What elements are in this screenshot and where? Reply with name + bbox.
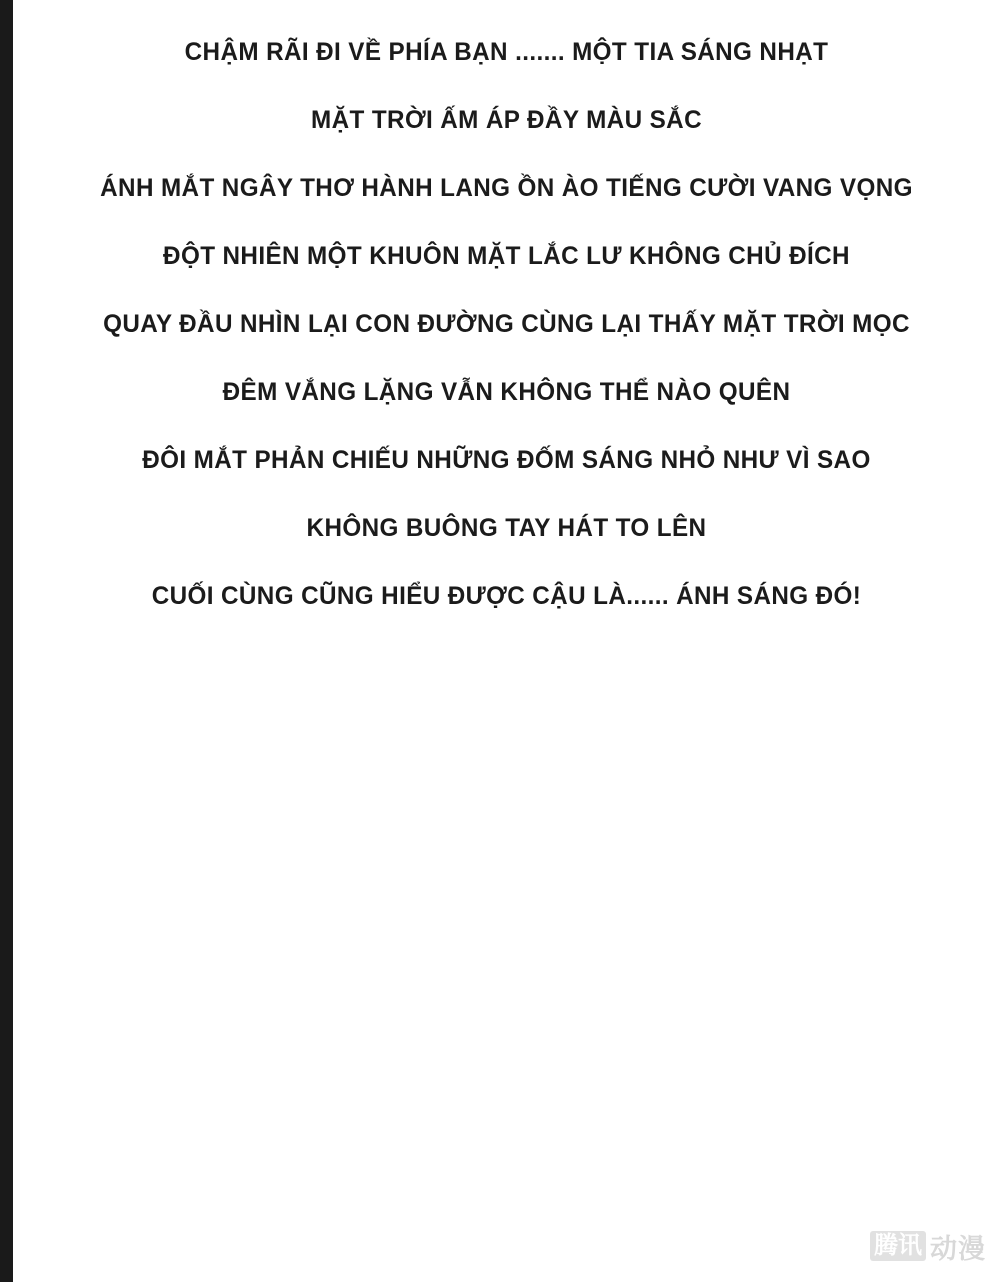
watermark — [818, 1226, 986, 1266]
lyrics-block — [13, 0, 1000, 630]
lyric-line: ĐÔI MẮT PHẢN CHIẾU NHỮNG ĐỐM SÁNG NHỎ NHƯ VÌ SAO — [142, 446, 871, 474]
lyric-line: KHÔNG BUÔNG TAY HÁT TO LÊN — [306, 514, 707, 542]
lyric-line: ĐÊM VẮNG LẶNG VẪN KHÔNG THỂ NÀO QUÊN — [222, 378, 791, 406]
lyric-line: CUỐI CÙNG CŨNG HIỂU ĐƯỢC CẬU LÀ...... ÁNH SÁNG ĐÓ! — [151, 582, 862, 610]
lyric-line: ÁNH MẮT NGÂY THƠ HÀNH LANG ỒN ÀO TIẾNG CƯỜI VANG VỌNG — [100, 174, 913, 202]
watermark-badge: 腾讯 — [870, 1231, 926, 1261]
lyric-line: QUAY ĐẦU NHÌN LẠI CON ĐƯỜNG CÙNG LẠI THẤY MẶT TRỜI MỌC — [103, 310, 910, 338]
lyric-line: MẶT TRỜI ẤM ÁP ĐẦY MÀU SẮC — [311, 106, 702, 134]
lyric-line: CHẬM RÃI ĐI VỀ PHÍA BẠN ....... MỘT TIA SÁNG NHẠT — [184, 38, 829, 66]
watermark-text: 动漫 — [930, 1233, 986, 1264]
page-edge-bar — [0, 0, 13, 1282]
lyric-line: ĐỘT NHIÊN MỘT KHUÔN MẶT LẮC LƯ KHÔNG CHỦ ĐÍCH — [163, 242, 850, 270]
